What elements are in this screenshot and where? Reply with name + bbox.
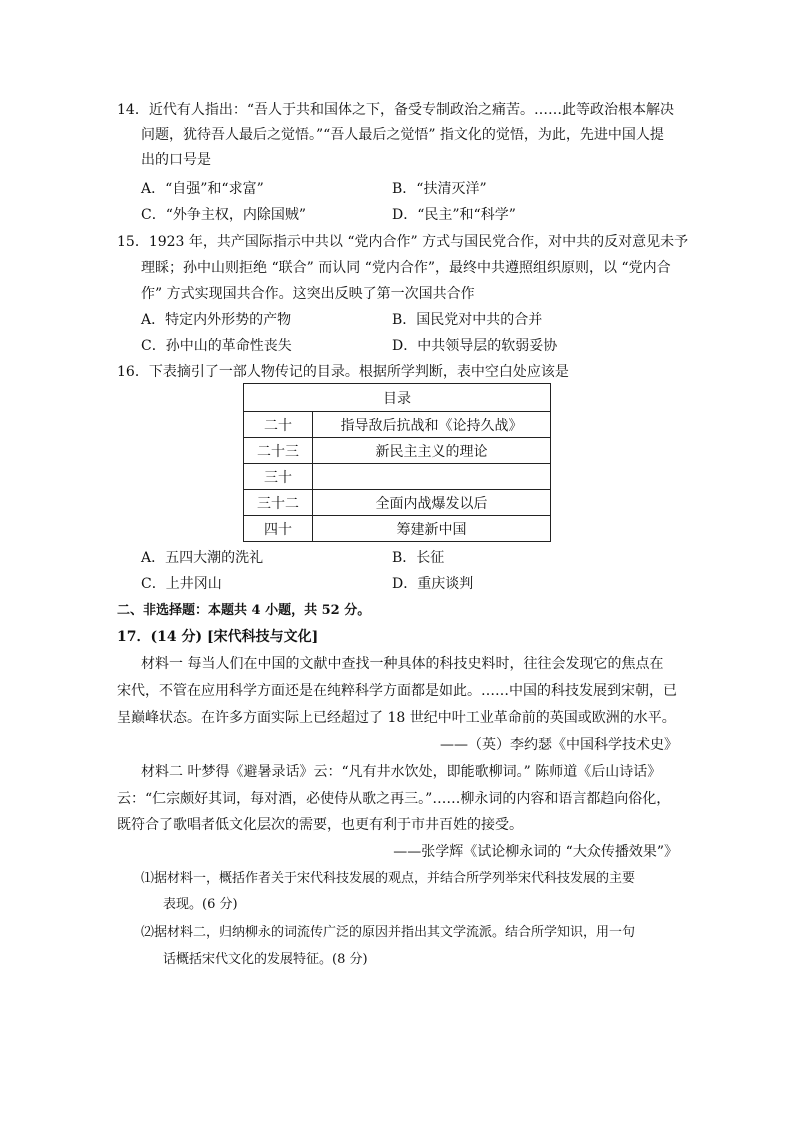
q17-material2-line-1: 材料二 叶梦得《避暑录话》云：“凡有井水饮处，即能歌柳词。” 陈师道《后山诗话》 — [141, 764, 662, 780]
q17-sub2-line-2: 话概括宋代文化的发展特征。(8 分) — [163, 952, 368, 967]
q17-material2-source: ——张学辉《试论柳永词的 “大众传播效果”》 — [393, 844, 678, 860]
q17-material1-source: ——（英）李约瑟《中国科学技术史》 — [440, 737, 678, 753]
table-row — [244, 490, 551, 516]
q17-material2-line-2: 云：“仁宗颇好其词，每对酒，必使侍从歌之再三。”……柳永词的内容和语言都趋向俗化， — [117, 791, 671, 807]
q15-line-3: 作” 方式实现国共合作。这突出反映了第一次国共合作 — [141, 286, 475, 302]
q17-sub1-line-1: ⑴据材料一，概括作者关于宋代科技发展的观点，并结合所学列举宋代科技发展的主要 — [141, 871, 636, 886]
q17-material1-line-2: 宋代，不管在应用科学方面还是在纯粹科学方面都是如此。……中国的科技发展到宋朝，已 — [117, 683, 677, 699]
table-row — [244, 438, 551, 464]
toc-chapter: 三十 — [244, 464, 313, 490]
q15-option-c[interactable]: C．孙中山的革命性丧失 — [141, 338, 292, 354]
table-row — [244, 464, 551, 490]
q17-material1-line-1: 材料一 每当人们在中国的文献中查找一种具体的科技史料时，往往会发现它的焦点在 — [141, 656, 664, 672]
toc-chapter: 四十 — [244, 516, 313, 542]
toc-title-blank — [313, 464, 551, 490]
toc-chapter: 二十 — [244, 412, 313, 438]
q16-option-d[interactable]: D．重庆谈判 — [392, 576, 474, 592]
q16-option-b[interactable]: B．长征 — [392, 550, 445, 566]
q14-line-2: 问题，犹待吾人最后之觉悟。”“吾人最后之觉悟” 指文化的觉悟，为此，先进中国人提 — [141, 127, 664, 143]
toc-header-row — [244, 384, 551, 412]
q17-material1-line-3: 呈巅峰状态。在许多方面实际上已经超过了 18 世纪中叶工业革命前的英国或欧洲的水平。 — [117, 710, 676, 726]
q15-option-b[interactable]: B．国民党对中共的合并 — [392, 312, 543, 328]
q17-sub1-line-2: 表现。(6 分) — [163, 897, 238, 912]
q15-option-d[interactable]: D．中共领导层的软弱妥协 — [392, 338, 558, 354]
q17-heading: 17．(14 分) [宋代科技与文化] — [117, 629, 319, 645]
toc-title: 指导敌后抗战和《论持久战》 — [313, 412, 551, 438]
q14-line-1: 14．近代有人指出：“吾人于共和国体之下，备受专制政治之痛苦。……此等政治根本解决 — [117, 102, 674, 118]
toc-header: 目录 — [244, 384, 551, 412]
q14-option-d[interactable]: D．“民主”和“科学” — [392, 207, 516, 223]
biography-toc-table — [243, 383, 551, 542]
q15-line-1: 15．1923 年，共产国际指示中共以 “党内合作” 方式与国民党合作，对中共的反对意见未予 — [117, 234, 689, 250]
q14-option-a[interactable]: A．“自强”和“求富” — [141, 181, 264, 197]
toc-title: 筹建新中国 — [313, 516, 551, 542]
toc-title: 新民主主义的理论 — [313, 438, 551, 464]
toc-chapter: 二十三 — [244, 438, 313, 464]
q17-sub2-line-1: ⑵据材料二，归纳柳永的词流传广泛的原因并指出其文学流派。结合所学知识，用一句 — [141, 925, 636, 940]
table-row — [244, 412, 551, 438]
q16-line-1: 16．下表摘引了一部人物传记的目录。根据所学判断，表中空白处应该是 — [117, 364, 569, 380]
section-two-heading: 二、非选择题：本题共 4 小题，共 52 分。 — [117, 603, 371, 618]
toc-chapter: 三十二 — [244, 490, 313, 516]
q14-line-3: 出的口号是 — [141, 152, 211, 168]
q16-option-c[interactable]: C．上井冈山 — [141, 576, 222, 592]
q14-option-b[interactable]: B．“扶清灭洋” — [392, 181, 487, 197]
q15-line-2: 理睬；孙中山则拒绝 “联合” 而认同 “党内合作”，最终中共遵照组织原则，以 “党内合 — [141, 260, 671, 276]
q14-option-c[interactable]: C．“外争主权，内除国贼” — [141, 207, 307, 223]
q15-option-a[interactable]: A．特定内外形势的产物 — [141, 312, 292, 328]
table-row — [244, 516, 551, 542]
toc-title: 全面内战爆发以后 — [313, 490, 551, 516]
q16-option-a[interactable]: A．五四大潮的洗礼 — [141, 550, 264, 566]
q17-material2-line-3: 既符合了歌唱者低文化层次的需要，也更有利于市井百姓的接受。 — [117, 817, 523, 833]
